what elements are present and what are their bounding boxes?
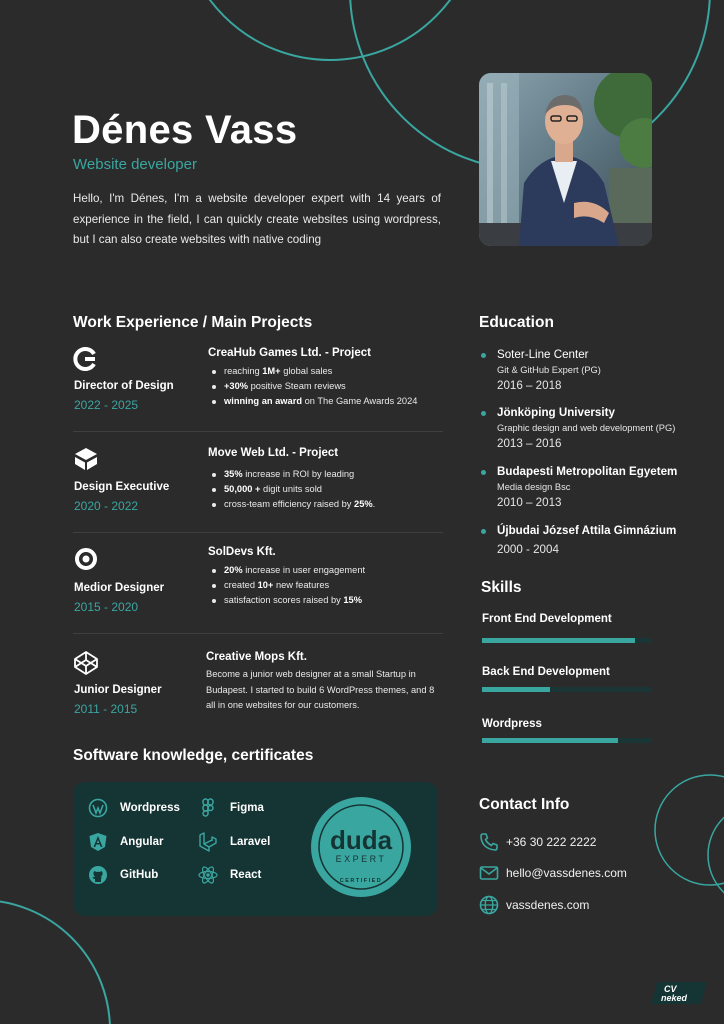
software-label: React [230, 869, 262, 881]
bullet-highlight: 35% [224, 469, 243, 479]
software-item [198, 798, 264, 818]
bullet-dot [481, 470, 486, 475]
skill-bar-fill [482, 638, 635, 643]
badge-line: EXPERT [335, 854, 387, 864]
job-company: Move Web Ltd. - Project [208, 447, 339, 459]
skill-bar-fill [482, 738, 618, 743]
job-role: Director of Design [74, 380, 174, 392]
badge-ring-text: CERTIFIED [339, 878, 383, 884]
mail-icon [479, 863, 499, 883]
codepen-icon [73, 650, 99, 676]
job-bullet: 20% increase in user engagement [210, 563, 365, 578]
school-name: Soter-Line Center [497, 348, 589, 361]
job-years: 2015 - 2020 [74, 600, 139, 614]
skill-label: Front End Development [482, 613, 612, 625]
intro-text: Hello, I'm Dénes, I'm a website developer expert with 14 years of experience in the field, I can quickly create websites using wordpress, but I can also create websites with native coding [73, 192, 441, 246]
wordpress-icon [88, 798, 108, 818]
job-bullet: +30% positive Steam reviews [210, 379, 417, 394]
job-company: SolDevs Kft. [208, 546, 276, 558]
job-bullets [210, 364, 417, 409]
contact-website[interactable] [479, 895, 589, 915]
skill-bar [482, 687, 652, 692]
school-years: 2016 – 2018 [497, 379, 562, 392]
divider [73, 431, 443, 432]
school-detail: Git & GitHub Expert (PG) [497, 365, 601, 375]
school-detail: Graphic design and web development (PG) [497, 423, 676, 433]
react-icon [198, 865, 218, 885]
job-bullet: winning an award on The Game Awards 2024 [210, 394, 417, 409]
skill-bar [482, 738, 652, 743]
divider [73, 633, 443, 634]
bullet-dot [481, 529, 486, 534]
contact-phone[interactable] [479, 832, 596, 852]
job-role: Medior Designer [74, 582, 165, 594]
phone-icon [479, 832, 499, 852]
software-item [198, 832, 270, 852]
duda-expert-badge [310, 796, 412, 898]
software-label: Figma [230, 802, 264, 814]
software-item [88, 832, 163, 852]
software-label: Laravel [230, 836, 271, 848]
bullet-dot [481, 353, 486, 358]
job-entry [73, 545, 443, 645]
job-years: 2022 - 2025 [74, 398, 139, 412]
profile-photo [479, 73, 652, 246]
job-company: Creative Mops Kft. [206, 651, 307, 663]
school-years: 2013 – 2016 [497, 437, 562, 450]
skill-label: Back End Development [482, 666, 610, 678]
person-name: Dénes Vass [72, 108, 298, 152]
github-icon [88, 865, 108, 885]
job-years: 2020 - 2022 [74, 499, 139, 513]
school-detail: Media design Bsc [497, 482, 571, 492]
software-item [198, 865, 261, 885]
website-url: vassdenes.com [506, 898, 590, 912]
bullet-highlight: 50,000 + [224, 484, 261, 494]
skills-section-title: Skills [481, 579, 522, 596]
school-name: Újbudai József Attila Gimnázium [497, 524, 677, 537]
job-bullet: reaching 1M+ global sales [210, 364, 417, 379]
software-label: Angular [120, 836, 164, 848]
school-name: Jönköping University [497, 406, 615, 419]
g-letter-icon [73, 346, 99, 372]
contact-email[interactable] [479, 863, 627, 883]
software-item [88, 865, 158, 885]
job-bullets [210, 563, 365, 608]
contact-section-title: Contact Info [479, 796, 570, 813]
job-years: 2011 - 2015 [74, 702, 138, 716]
divider [73, 532, 443, 533]
skill-bar-fill [482, 687, 550, 692]
school-years: 2000 - 2004 [497, 543, 559, 556]
phone-number: +36 30 222 2222 [506, 835, 597, 849]
bullet-highlight: 25% [354, 499, 373, 509]
software-label: GitHub [120, 869, 159, 881]
figma-icon [198, 798, 218, 818]
skill-label: Wordpress [482, 718, 542, 730]
job-bullet: 50,000 + digit units sold [210, 482, 375, 497]
education-section-title: Education [479, 314, 554, 331]
education-item [481, 464, 701, 512]
job-role: Design Executive [74, 481, 170, 493]
work-section-title: Work Experience / Main Projects [73, 314, 313, 331]
bullet-highlight: 20% [224, 565, 243, 575]
logo-line-2: neked [661, 993, 688, 1003]
job-bullet: 35% increase in ROI by leading [210, 467, 375, 482]
email-address: hello@vassdenes.com [506, 866, 627, 880]
laravel-icon [198, 832, 218, 852]
bullet-highlight: 10+ [257, 580, 274, 590]
bullet-highlight: +30% [224, 381, 249, 391]
education-item [481, 347, 701, 395]
cube-icon [73, 446, 99, 472]
bullet-highlight: 1M+ [262, 366, 281, 376]
job-bullet: cross-team efficiency raised by 25%. [210, 497, 375, 512]
bullet-dot [481, 411, 486, 416]
job-entry [73, 446, 443, 546]
skill-bar [482, 638, 652, 643]
angular-icon [88, 832, 108, 852]
ring-icon [73, 545, 99, 571]
bullet-highlight: winning an award [224, 396, 302, 406]
job-description: Become a junior web designer at a small Startup in Budapest. I started to build 6 WordPress themes, and 8 all in one websites for our customers. [206, 669, 435, 710]
job-bullet: satisfaction scores raised by 15% [210, 593, 365, 608]
job-entry [73, 650, 443, 750]
job-bullets [210, 467, 375, 512]
education-item [481, 405, 701, 453]
job-title: Website developer [73, 156, 197, 173]
school-name: Budapesti Metropolitan Egyetem [497, 465, 678, 478]
job-bullet: created 10+ new features [210, 578, 365, 593]
school-years: 2010 – 2013 [497, 496, 562, 509]
software-section-title: Software knowledge, certificates [73, 747, 314, 764]
bullet-highlight: 15% [343, 595, 362, 605]
globe-icon [479, 895, 499, 915]
cv-neked-logo [651, 982, 707, 1004]
job-role: Junior Designer [74, 684, 162, 696]
education-item [481, 523, 701, 559]
software-label: Wordpress [120, 802, 180, 814]
job-company: CreaHub Games Ltd. - Project [208, 347, 371, 359]
software-item [88, 798, 180, 818]
logo-line-1: CV [664, 984, 677, 994]
badge-brand: duda [329, 825, 393, 855]
